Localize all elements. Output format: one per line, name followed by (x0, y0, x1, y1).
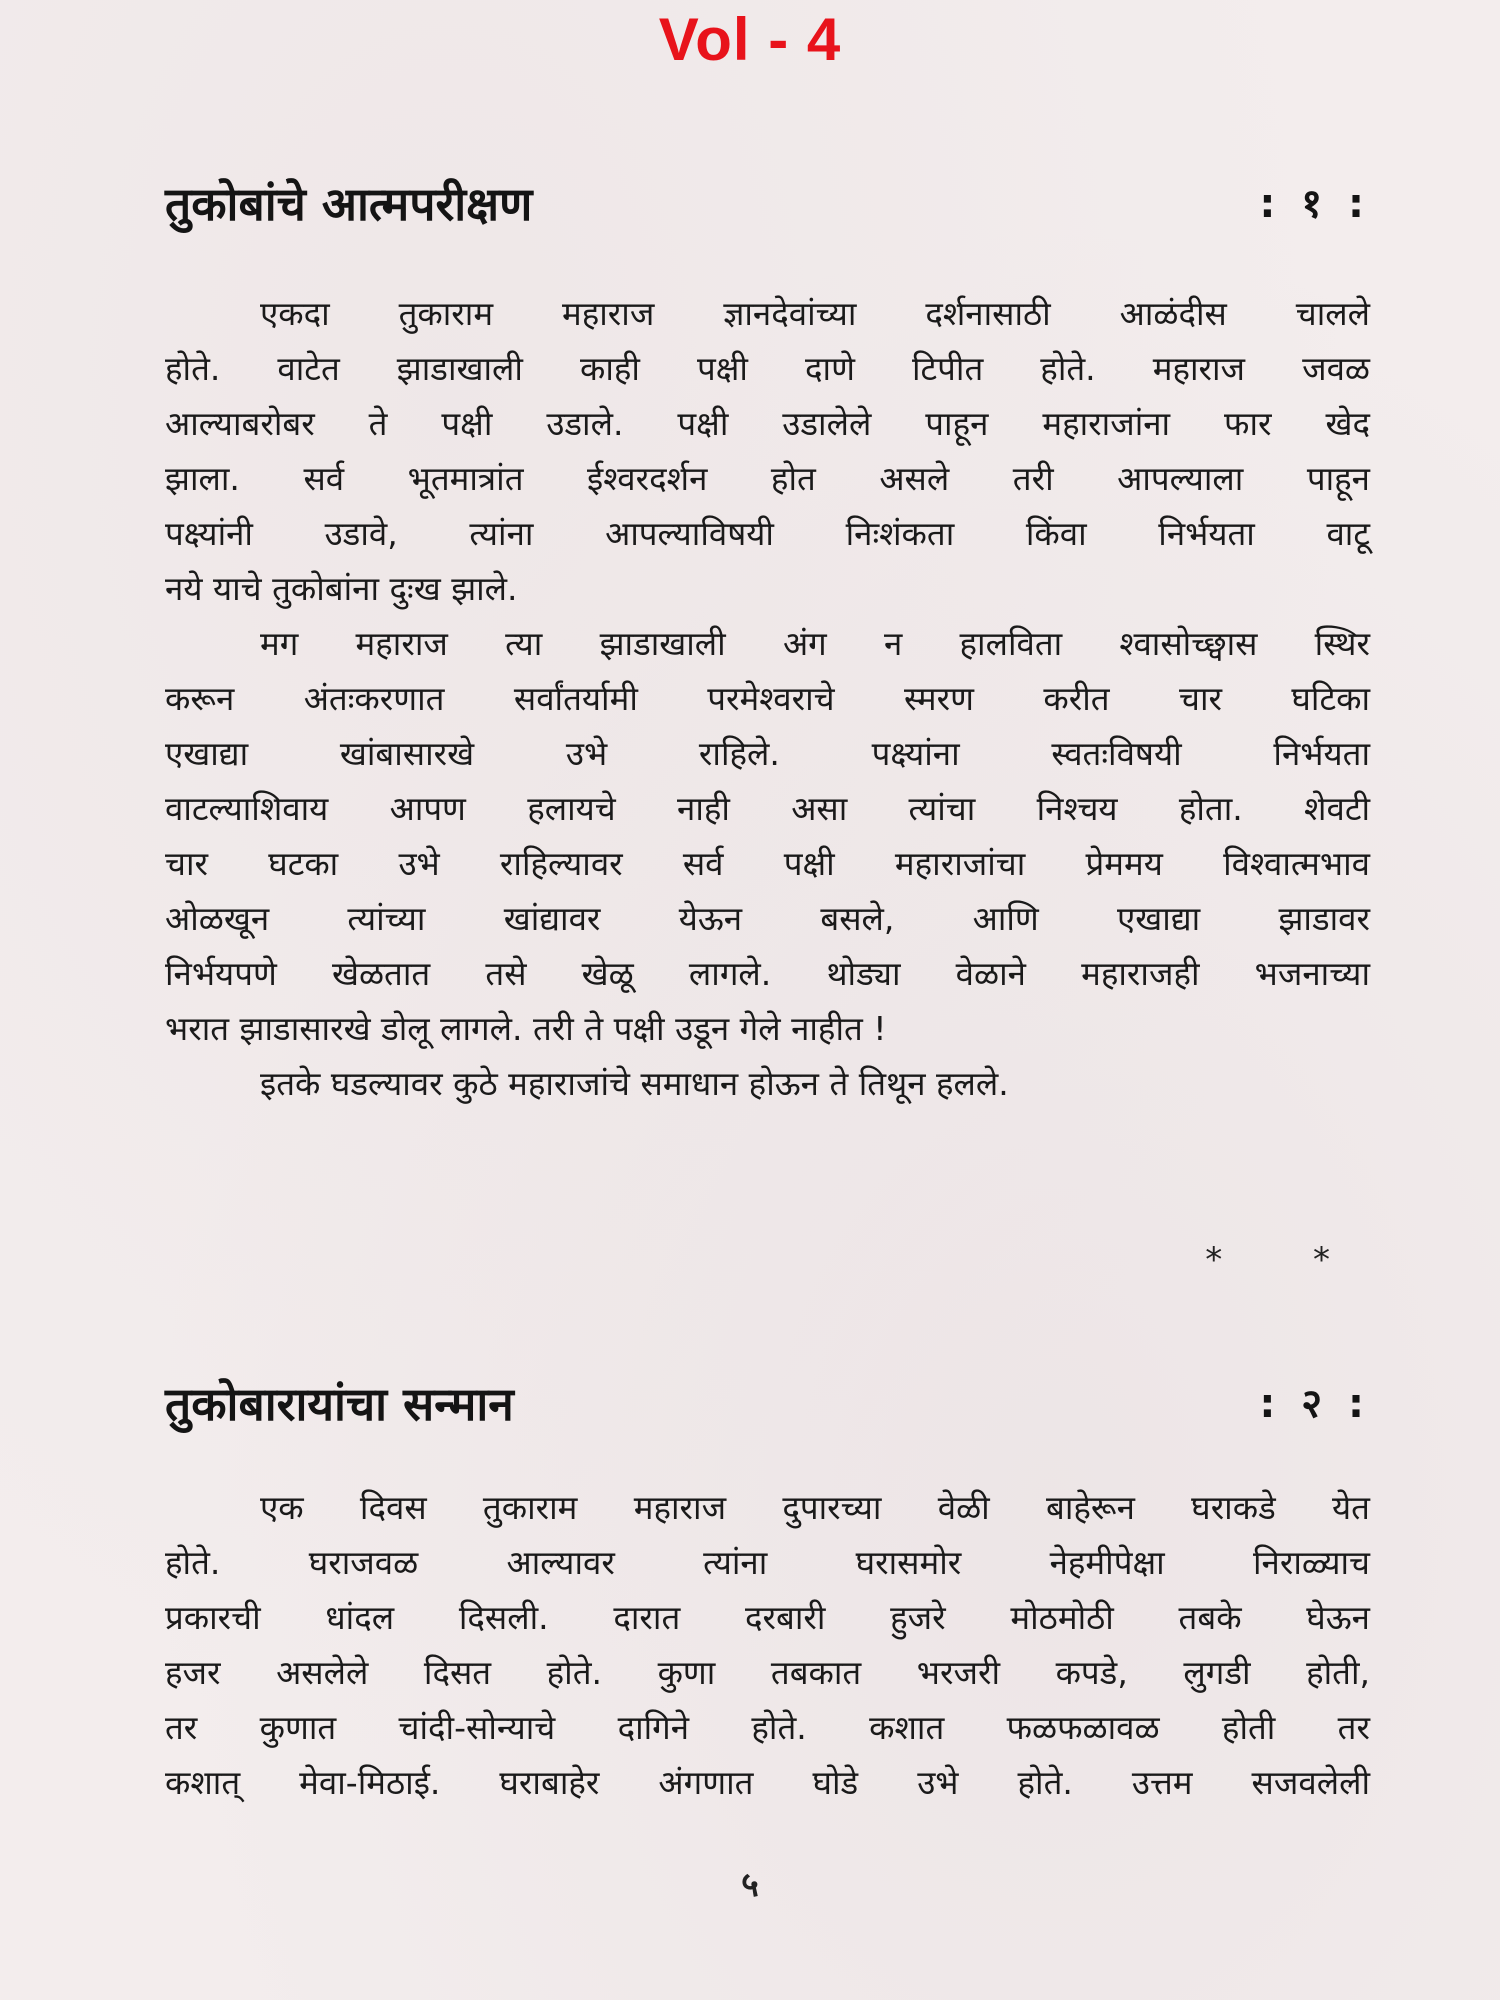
text-line: हजर असलेले दिसत होते. कुणा तबकात भरजरी कपडे, लुगडी होती, (165, 1653, 1370, 1692)
volume-label: Vol - 4 (658, 6, 842, 73)
section-1-heading (165, 172, 1370, 242)
text-line: कशात् मेवा-मिठाई. घराबाहेर अंगणात घोडे उभे होते. उत्तम सजवलेली (165, 1763, 1370, 1802)
text-line: मग महाराज त्या झाडाखाली अंग न हालविता श्वासोच्छ्वास स्थिर (260, 624, 1370, 663)
text-line: आल्याबरोबर ते पक्षी उडाले. पक्षी उडालेले पाहून महाराजांना फार खेद (165, 404, 1370, 443)
section-2-text (165, 1480, 1370, 1810)
text-line: वाटल्याशिवाय आपण हलायचे नाही असा त्यांचा निश्चय होता. शेवटी (165, 789, 1370, 828)
page-number: ५ (741, 1865, 759, 1905)
section-1-text (165, 286, 1370, 1111)
section-1-number: : १ : (1259, 181, 1370, 227)
text-line: चार घटका उभे राहिल्यावर सर्व पक्षी महाराजांचा प्रेममय विश्वात्मभाव (165, 844, 1370, 883)
section-divider-stars: * * (1205, 1240, 1370, 1280)
section-1 (165, 172, 1370, 1280)
text-line: एकदा तुकाराम महाराज ज्ञानदेवांच्या दर्शनासाठी आळंदीस चालले (260, 294, 1370, 333)
section-2 (165, 1372, 1370, 1810)
text-line: निर्भयपणे खेळतात तसे खेळू लागले. थोड्या वेळाने महाराजही भजनाच्या (165, 954, 1370, 993)
text-line: पक्ष्यांनी उडावे, त्यांना आपल्याविषयी निःशंकता किंवा निर्भयता वाटू (165, 514, 1370, 553)
section-2-heading (165, 1372, 1370, 1442)
section-1-title: तुकोबांचे आत्मपरीक्षण (165, 177, 533, 231)
section-2-number: : २ : (1259, 1381, 1370, 1427)
text-line: नये याचे तुकोबांना दुःख झाले. (165, 569, 518, 608)
section-2-title: तुकोबारायांचा सन्मान (165, 1377, 514, 1431)
text-line: तर कुणात चांदी-सोन्याचे दागिने होते. कशात फळफळावळ होती तर (165, 1708, 1370, 1747)
text-line: करून अंतःकरणात सर्वांतर्यामी परमेश्वराचे स्मरण करीत चार घटिका (165, 679, 1370, 718)
text-line: इतके घडल्यावर कुठे महाराजांचे समाधान होऊन ते तिथून हलले. (260, 1064, 1009, 1103)
text-line: एखाद्या खांबासारखे उभे राहिले. पक्ष्यांना स्वतःविषयी निर्भयता (165, 734, 1370, 773)
text-line: ओळखून त्यांच्या खांद्यावर येऊन बसले, आणि एखाद्या झाडावर (165, 899, 1370, 938)
text-line: होते. घराजवळ आल्यावर त्यांना घरासमोर नेहमीपेक्षा निराळ्याच (165, 1543, 1370, 1582)
text-line: झाला. सर्व भूतमात्रांत ईश्वरदर्शन होत असले तरी आपल्याला पाहून (165, 459, 1370, 498)
text-line: एक दिवस तुकाराम महाराज दुपारच्या वेळी बाहेरून घराकडे येत (260, 1488, 1370, 1527)
text-line: होते. वाटेत झाडाखाली काही पक्षी दाणे टिपीत होते. महाराज जवळ (165, 349, 1370, 388)
text-line: भरात झाडासारखे डोलू लागले. तरी ते पक्षी उडून गेले नाहीत ! (165, 1009, 887, 1048)
text-line: प्रकारची धांदल दिसली. दारात दरबारी हुजरे मोठमोठी तबके घेऊन (165, 1598, 1370, 1637)
